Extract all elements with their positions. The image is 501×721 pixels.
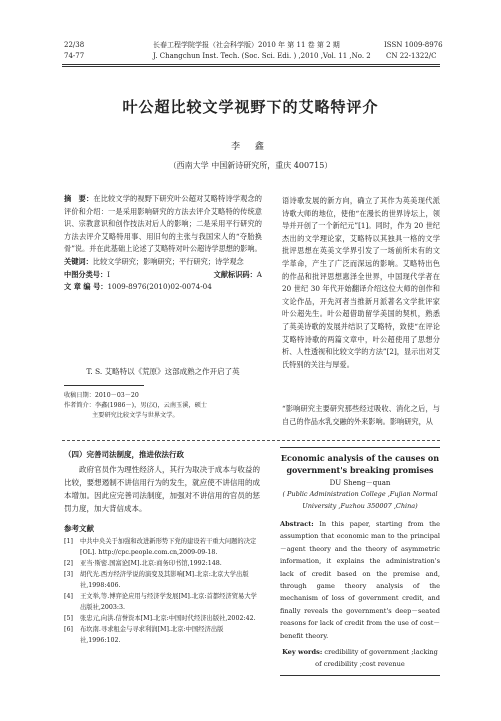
- abstract-text: 在比较文学的视野下研究叶公超对艾略特诗学观念的评价和介绍：一是采用影响研究的方法去评介艾略特的传统意识、宗教意识和创作技法对后人的影响；二是采用平行研究的方法去评介艾略特用事、用旧句的主张与我国宋人的“夺胎换骨”说。并在此基础上论述了艾略特对叶公超诗学思想的影响。: [64, 194, 262, 254]
- reference-item: [6] 布坎南.寻求租金与寻求利润[M].北京:中国经济出版社,1996:102.: [64, 626, 224, 644]
- journal-name-en: J. Changchun Inst. Tech. (Soc. Sci. Edi. ) ,2010 ,Vol. 11 ,No. 2: [153, 52, 371, 60]
- article-number: 1009-8976(2010)02-0074-04: [107, 282, 212, 292]
- classification-line: [64, 269, 262, 282]
- received-date: 收稿日期：2010－03－20: [64, 392, 139, 399]
- section-body: 政府官员作为理性经济人，其行为取决于成本与收益的比较，要想遏制不讲信用行为的发生，就应使不讲信用的成本增加。因此应完善司法制度，加强对不讲信用的官员的惩罚力度，加大背信成本。: [64, 465, 260, 513]
- article-number-label: 文 章 编 号：: [64, 282, 108, 292]
- abstract-paragraph: [64, 193, 262, 256]
- english-abstract-box: [280, 447, 440, 676]
- article-author: 李 鑫: [231, 142, 270, 152]
- doc-value: A: [256, 269, 262, 279]
- references-list: [64, 536, 262, 646]
- english-abstract-text: In this paper, starting from the assumption that economic man to the principal－agent theory and the theory of asymmetric information, it explains the administration's lack of credit based on the premise and, through game theory analysis of the mechanism of loss of government credit, and finally reveals the government's deep－seated reasons for lack of credit from the use of cost－benefit theory.: [280, 520, 440, 640]
- intro-text: 语诗歌发展的新方向，确立了其作为英美现代派诗歌大师的地位，使他“在漫长的世界诗坛上，领导并开创了一个新纪元”[1]。同时，作为 20 世纪杰出的文学理论家，艾略特以其独具一格的文学批评思想在英美文学界引发了一场前所未有的文学革命，产生了广泛而深远的影响。艾略特出色的作品和批评思想惠泽全世界，中国现代学者在 20 世纪 30 年代开始翻译介绍这位大师的创作和文论作品，开先河者当推新月派著名文学批评家叶公超先生。叶公超借助留学美国的契机，熟悉了英美诗歌的发展并结识了艾略特，致使“在评论艾略特诗歌的两篇文章中，叶公超使用了思想分析、人性透视和比较文学的方法”[2]，显示出对艾氏特别的关注与厚爱。: [282, 196, 440, 369]
- author-bio: 作者简介：李鑫(1986－)，男(汉)，云南玉溪，硕士: [64, 402, 207, 409]
- doc-label: 文献标识码：: [213, 269, 257, 279]
- english-keywords-label: Key words:: [282, 648, 323, 657]
- reference-item: [4] 王文举,等.博弈论应用与经济学发展[M].北京:首都经济贸易大学出版社,2003:3.: [64, 593, 257, 611]
- keywords-text: 比较文学研究；影响研究；平行研究；诗学观念: [92, 256, 244, 266]
- cn-number: CN 22-1322/C: [386, 52, 437, 60]
- abstract-block: [64, 193, 262, 294]
- section-heading: （四）完善司法制度，推进依法行政: [64, 450, 184, 459]
- article-separator: [62, 440, 440, 441]
- reference-item: [5] 张忠元,向洪.信誉资本[M].北京:中国时代经济出版社,2002:42.: [64, 615, 256, 622]
- clc-label: 中图分类号：: [64, 269, 108, 279]
- footnote-rule: [64, 385, 144, 386]
- english-abstract: [280, 518, 440, 642]
- references-heading: 参考文献: [64, 524, 94, 533]
- issn: ISSN 1009-8976: [384, 41, 443, 49]
- english-keywords: [280, 646, 440, 671]
- author-affiliation: （西南大学 中国新诗研究所，重庆 400715）: [168, 161, 333, 170]
- issue-number: 22/38: [64, 41, 85, 49]
- reference-item: [3] 胡代光.西方经济学说的演变及其影响[M].北京:北京大学出版社,1998:406.: [64, 571, 249, 589]
- english-abstract-label: Abstract:: [280, 520, 314, 528]
- page-range: 74-77: [64, 52, 85, 60]
- footnote: [64, 391, 264, 421]
- quote-paragraph: “影响研究主要研究那些经过吸收、消化之后，与自己的作品水乳交融的外来影响。影响研究，从: [282, 404, 440, 426]
- english-keywords-text: credibility of government ;lacking of credibility ;cost revenue: [315, 648, 438, 669]
- abstract-label: 摘 要：: [64, 194, 94, 203]
- clc-value: I: [107, 269, 110, 279]
- english-title: Economic analysis of the causes on government's breaking promises: [280, 453, 440, 475]
- reference-item: [1] 中共中央关于加强和改进新形势下党的建设若干重大问题的决定[OL]. http://cpc.people.com.cn,2009-09-18.: [64, 538, 257, 556]
- english-author: DU Sheng－quan: [329, 479, 391, 487]
- header-rule-2: [62, 66, 440, 67]
- keywords-line: [64, 256, 262, 269]
- journal-name-cn: 长春工程学院学报（社会科学版）2010 年 第 11 卷 第 2 期: [153, 41, 340, 49]
- author-bio-cont: 主要研究比较文学与世界文学。: [92, 412, 179, 419]
- english-affiliation: ( Public Administration College ,Fujian Normal University ,Fuzhou 350007 ,China): [282, 490, 438, 510]
- body-opening-line: T. S. 艾略特以《荒原》这部成熟之作开启了英: [86, 367, 240, 376]
- reference-item: [2] 亚当·斯密.国富论[M].北京:商务印书馆,1992:148.: [64, 560, 222, 567]
- article-title: 叶公超比较文学视野下的艾略特评介: [122, 98, 379, 116]
- keywords-label: 关键词：: [64, 256, 93, 266]
- header-rule: [62, 64, 440, 65]
- article-number-line: [64, 281, 262, 294]
- intro-paragraph: [282, 195, 440, 371]
